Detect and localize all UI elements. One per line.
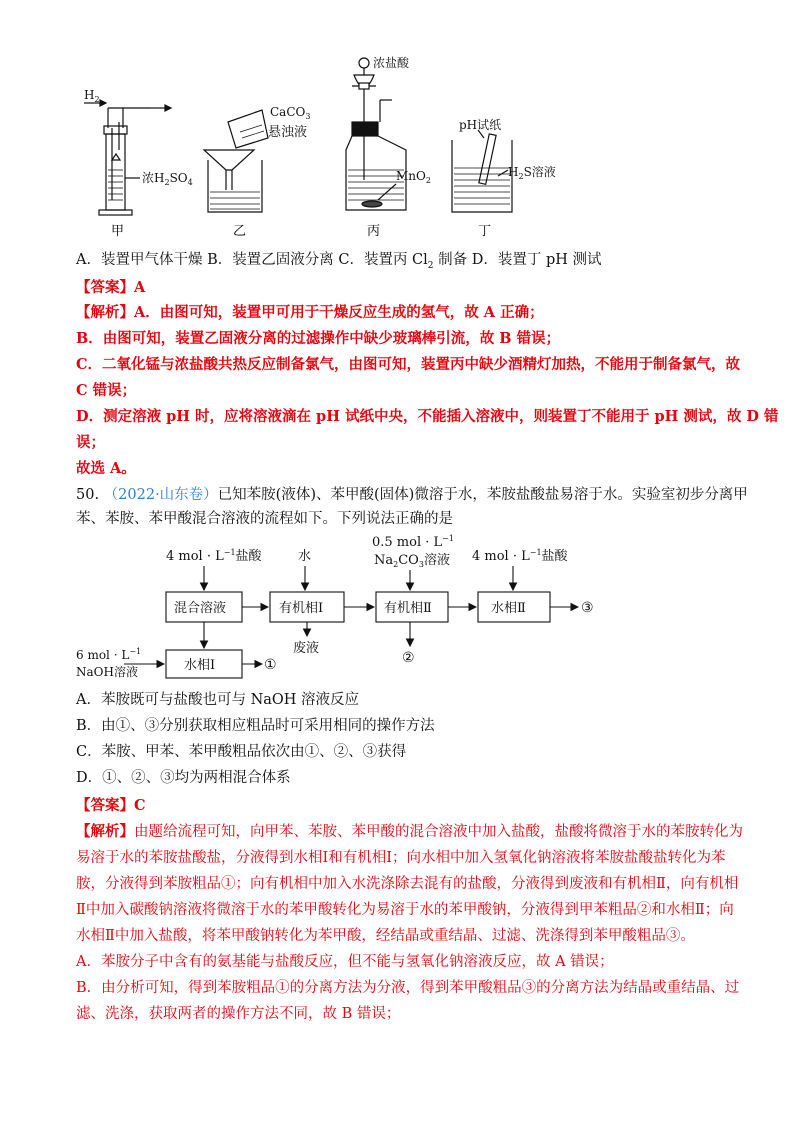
q50-analysis-line: Ⅱ中加入碳酸钠溶液将微溶于水的苯甲酸转化为易溶于水的苯甲酸钠，分液得到甲苯粗品②和水相Ⅱ；向 [76,902,734,918]
caption-yi: 乙 [233,224,247,239]
q50-stem: 50. （2022·山东卷）已知苯胺(液体)、苯甲酸(固体)微溶于水，苯胺盐酸盐易溶于水。实验室初步分离甲 [76,487,748,503]
caption-jia: 甲 [111,224,125,239]
q50-analysis-line: 易溶于水的苯胺盐酸盐，分液得到水相Ⅰ和有机相Ⅰ；向水相中加入氢氧化钠溶液将苯胺盐酸盐转化为苯 [76,850,726,866]
q49-analysis-line: B．由图可知，装置乙固液分离的过滤操作中缺少玻璃棒引流，故 B 错误； [76,330,561,347]
q49-analysis-line: C 错误； [76,382,137,399]
q50-analysis-line: 滤、洗涤，获取两者的操作方法不同，故 B 错误； [76,1006,401,1022]
q50-analysis-line: 【解析】由题给流程可知，向甲苯、苯胺、苯甲酸的混合溶液中加入盐酸，盐酸将微溶于水的苯胺转化为 [76,823,743,840]
flow-reagent-3b: $Na_2CO_3$溶液 [374,553,450,569]
svg-text:水相Ⅱ: 水相Ⅱ [491,601,526,616]
q49-answer: 【答案】A [76,279,146,296]
flow-naoh-conc: 6 mol · $L^{-1}$ [76,647,142,662]
apparatus-figure [0,0,800,250]
q50-analysis-line: B．由分析可知，得到苯胺粗品①的分离方法为分液，得到苯甲酸粗品③的分离方法为结晶或重结晶、过 [76,980,740,996]
q50-source: （2022·山东卷） [103,487,218,503]
q50-stem-line-2: 苯、苯胺、苯甲酸混合溶液的流程如下。下列说法正确的是 [76,511,453,527]
flow-output-3: ③ [581,600,594,616]
caption-bing: 丙 [367,224,381,239]
q50-analysis-line: 水相Ⅱ中加入盐酸，将苯甲酸钠转化为苯甲酸，经结晶或重结晶、过滤、洗涤得到苯甲酸粗品③。 [76,928,695,944]
q50-option-c: C．苯胺、甲苯、苯甲酸粗品依次由①、②、③获得 [76,744,407,760]
q50-option-b: B．由①、③分别获取相应粗品时可采用相同的操作方法 [76,718,435,734]
q49-options: A．装置甲气体干燥 B．装置乙固液分离 C．装置丙 $Cl_2$ 制备 D．装置丁 pH 测试 [76,252,602,271]
svg-text:H2S溶液: $H_2S$溶液 [508,165,556,181]
svg-text:pH试纸: pH试纸 [459,118,502,132]
svg-text:混合溶液: 混合溶液 [174,601,227,616]
flow-waste: 废液 [293,641,320,656]
q50-answer: 【答案】C [76,797,146,814]
svg-text:水相Ⅰ: 水相Ⅰ [184,658,216,673]
svg-text:有机相Ⅰ: 有机相Ⅰ [279,601,324,616]
flow-naoh-name: NaOH溶液 [76,665,138,679]
apparatus-yi [204,105,310,212]
svg-text:有机相Ⅱ: 有机相Ⅱ [384,601,432,616]
q49-analysis-line: C．二氧化锰与浓盐酸共热反应制备氯气，由图可知，装置丙中缺少酒精灯加热，不能用于制备氯气，故 [76,356,741,373]
flow-reagent-4: 4 mol · $L^{-1}$盐酸 [472,548,568,564]
flow-reagent-3a: 0.5 mol · $L^{-1}$ [372,534,454,550]
q49-analysis-line: 【解析】A．由图可知，装置甲可用于干燥反应生成的氢气，故 A 正确； [76,304,544,321]
flow-output-1: ① [264,657,277,673]
svg-text:H2: $H_2$ [84,88,100,104]
flow-reagent-2: 水 [298,549,312,564]
caption-ding: 丁 [478,224,492,239]
q49-analysis-line: 故选 A。 [76,460,136,477]
flow-output-2: ② [402,650,415,666]
flow-chart [0,528,800,688]
svg-text:CaCO3: CaCO$_3$ [270,105,311,121]
svg-text:浓H2SO4: 浓$H_2SO_4$ [142,171,193,187]
svg-text:浓盐酸: 浓盐酸 [373,56,410,70]
q49-analysis-line: 误； [76,434,105,451]
apparatus-ding [452,118,556,212]
q50-option-d: D．①、②、③均为两相混合体系 [76,770,291,786]
svg-text:MnO2: MnO$_2$ [396,169,431,185]
q49-analysis-line: D．测定溶液 pH 时，应将溶液滴在 pH 试纸中央，不能插入溶液中，则装置丁不能用于 pH 测试，故 D 错 [76,408,779,425]
q50-analysis-line: A．苯胺分子中含有的氨基能与盐酸反应，但不能与氢氧化钠溶液反应，故 A 错误； [76,954,614,970]
flow-reagent-1: 4 mol · $L^{-1}$盐酸 [166,548,262,564]
q50-analysis-line: 胺，分液得到苯胺粗品①；向有机相中加入水洗涤除去混有的盐酸，分液得到废液和有机相Ⅱ，向有机相 [76,876,739,892]
q50-option-a: A．苯胺既可与盐酸也可与 NaOH 溶液反应 [76,692,360,708]
apparatus-jia [84,88,193,215]
svg-text:悬浊液: 悬浊液 [268,125,308,140]
apparatus-bing [346,55,431,210]
